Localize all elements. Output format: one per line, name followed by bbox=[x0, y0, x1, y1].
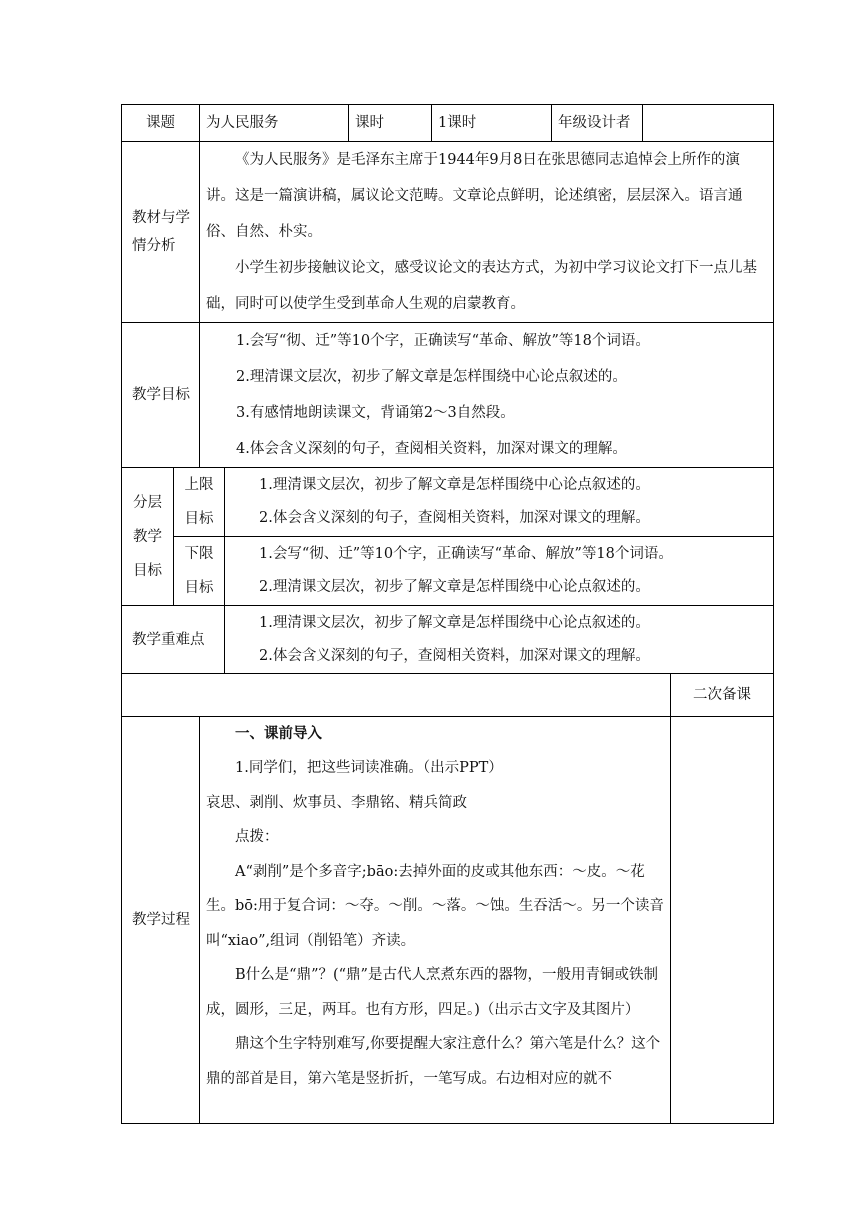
goal-item: 3.有感情地朗读课文，背诵第2～3自然段。 bbox=[236, 405, 515, 421]
goal-item: 2.理清课文层次，初步了解文章是怎样围绕中心论点叙述的。 bbox=[236, 369, 627, 385]
process-paragraph: A“剥削”是个多音字;bāo:去掉外面的皮或其他东西：～皮。～花生。bō:用于复合词：～夺。～削。～落。～蚀。生吞活～。另一个读音叫“xiao”,组词（削铅笔）齐读。 bbox=[206, 863, 664, 949]
process-heading: 一、课前导入 bbox=[235, 725, 322, 742]
upper-goals-content bbox=[225, 468, 774, 537]
period-value: 1课时 bbox=[432, 105, 552, 142]
upper-goals-label: 上限 目标 bbox=[174, 468, 225, 537]
period-label: 课时 bbox=[349, 105, 432, 142]
blank-header-cell bbox=[122, 674, 671, 717]
process-paragraph: 哀思、剥削、炊事员、李鼎铭、精兵简政 bbox=[206, 794, 467, 811]
key-points-content bbox=[225, 606, 774, 674]
analysis-label: 教材与学情分析 bbox=[122, 142, 200, 323]
analysis-paragraph: 《为人民服务》是毛泽东主席于1944年9月8日在张思德同志追悼会上所作的演讲。这是一篇演讲稿，属议论文范畴。文章论点鲜明，论述缜密，层层深入。语言通俗、自然、朴实。 bbox=[206, 152, 743, 240]
goals-label: 教学目标 bbox=[122, 323, 200, 468]
lower-goals-label: 下限 目标 bbox=[174, 537, 225, 606]
analysis-paragraph: 小学生初步接触议论文，感受议论文的表达方式，为初中学习议论文打下一点儿基础，同时可以使学生受到革命人生观的启蒙教育。 bbox=[206, 260, 757, 312]
upper-goal-item: 1.理清课文层次，初步了解文章是怎样围绕中心论点叙述的。 bbox=[259, 477, 650, 493]
lesson-plan-table bbox=[121, 104, 774, 1124]
second-prep-label: 二次备课 bbox=[671, 674, 774, 717]
topic-value: 为人民服务 bbox=[200, 105, 349, 142]
process-paragraph: B什么是“鼎”？(“鼎”是古代人烹煮东西的器物，一般用青铜或铁制成，圆形，三足，两耳。也有方形，四足。)（出示古文字及其图片） bbox=[206, 967, 658, 1018]
lower-goal-item: 2.理清课文层次，初步了解文章是怎样围绕中心论点叙述的。 bbox=[259, 579, 650, 595]
goal-item: 1.会写“彻、迁”等10个字，正确读写“革命、解放”等18个词语。 bbox=[236, 333, 650, 349]
process-paragraph: 点拨： bbox=[235, 829, 279, 845]
second-prep-cell bbox=[671, 717, 774, 1124]
upper-goal-item: 2.体会含义深刻的句子，查阅相关资料，加深对课文的理解。 bbox=[259, 510, 650, 526]
designer-value bbox=[643, 105, 774, 142]
designer-label: 年级设计者 bbox=[552, 105, 643, 142]
key-point-item: 1.理清课文层次，初步了解文章是怎样围绕中心论点叙述的。 bbox=[259, 614, 650, 631]
layered-goals-label: 分层 教学 目标 bbox=[122, 468, 174, 606]
process-paragraph: 1.同学们，把这些词读准确。（出示PPT） bbox=[235, 760, 503, 776]
lower-goal-item: 1.会写“彻、迁”等10个字，正确读写“革命、解放”等18个词语。 bbox=[259, 546, 673, 562]
process-paragraph: 鼎这个生字特别难写,你要提醒大家注意什么？第六笔是什么？这个鼎的部首是目，第六笔是竖折折，一笔写成。右边相对应的就不 bbox=[206, 1036, 661, 1087]
process-content bbox=[200, 717, 671, 1124]
goal-item: 4.体会含义深刻的句子，查阅相关资料，加深对课文的理解。 bbox=[236, 441, 627, 457]
key-points-label: 教学重难点 bbox=[122, 606, 225, 674]
lower-goals-content bbox=[225, 537, 774, 606]
analysis-content bbox=[200, 142, 774, 323]
topic-label: 课题 bbox=[122, 105, 200, 142]
key-point-item: 2.体会含义深刻的句子，查阅相关资料，加深对课文的理解。 bbox=[259, 647, 650, 664]
process-label: 教学过程 bbox=[122, 717, 200, 1124]
goals-content bbox=[200, 323, 774, 468]
